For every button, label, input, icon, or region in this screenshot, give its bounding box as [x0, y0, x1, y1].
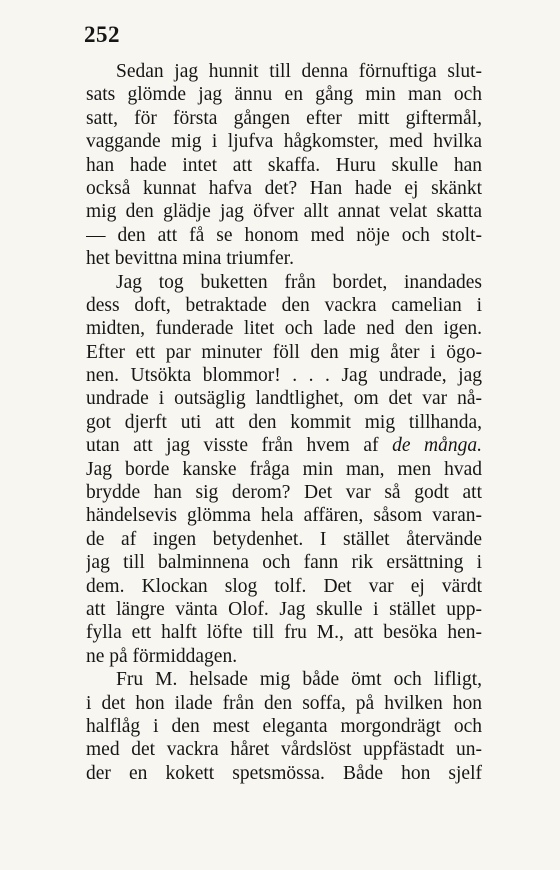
text-line: han hade intet att skaffa. Huru skulle han [86, 154, 482, 176]
text-line: dem. Klockan slog tolf. Det var ej värdt [86, 575, 482, 597]
text-line: dess doft, betraktade den vackra camelian i [86, 294, 482, 316]
text-line: vaggande mig i ljufva hågkomster, med hvilka [86, 131, 482, 153]
text-line: att längre vänta Olof. Jag skulle i stället upp- [86, 598, 482, 620]
text-line: i det hon ilade från den soffa, på hvilken hon [86, 692, 482, 714]
text-line: nen. Utsökta blommor! . . . Jag undrade, jag [86, 365, 482, 387]
text-line: satt, för första gången efter mitt giftermål, [86, 107, 482, 129]
text-line: jag till balminnena och fann rik ersättning i [86, 552, 482, 574]
text-line: der en kokett spetsmössa. Både hon sjelf [86, 762, 482, 784]
text-line: fylla ett halft löfte till fru M., att besöka hen- [86, 622, 482, 644]
page-number: 252 [84, 22, 120, 47]
emphasis-text: de många. [392, 435, 482, 457]
text-line: mig den glädje jag öfver allt annat velat skatta [86, 201, 482, 223]
text-line: midten, funderade litet och lade ned den igen. [86, 318, 482, 340]
text-line: brydde han sig derom? Det var så godt att [86, 482, 482, 504]
text-line: ne på förmiddagen. [86, 645, 238, 667]
text-line: sats glömde jag ännu en gång min man och [86, 84, 482, 106]
text-line: de af ingen betydenhet. I stället återvände [86, 528, 482, 550]
text-line: Sedan jag hunnit till denna förnuftiga slut- [116, 61, 482, 82]
text-line: Fru M. helsade mig både ömt och lifligt, [116, 669, 482, 691]
text-line: händelsevis glömma hela affären, såsom varan- [86, 505, 482, 527]
text-line: utan att jag visste från hvem af de många. [86, 435, 482, 457]
text-line: Jag tog buketten från bordet, inandades [116, 271, 482, 293]
text-line: med det vackra håret vårdslöst uppfästadt un- [86, 739, 482, 761]
text-line: undrade i outsäglig landtlighet, om det var nå- [86, 388, 482, 410]
text-line: Efter ett par minuter föll den mig åter i ögo- [86, 341, 482, 363]
body-text [86, 60, 482, 785]
text-line: got djerft uti att den kommit mig tillhanda, [86, 411, 482, 433]
text-line: också kunnat hafva det? Han hade ej skänkt [86, 177, 482, 199]
text-line: — den att få se honom med nöje och stolt- [86, 224, 482, 246]
text-line: halflåg i den mest eleganta morgondrägt och [86, 715, 482, 737]
text-line: het bevittna mina triumfer. [86, 248, 294, 270]
text-line: Jag borde kanske fråga min man, men hvad [86, 458, 482, 480]
